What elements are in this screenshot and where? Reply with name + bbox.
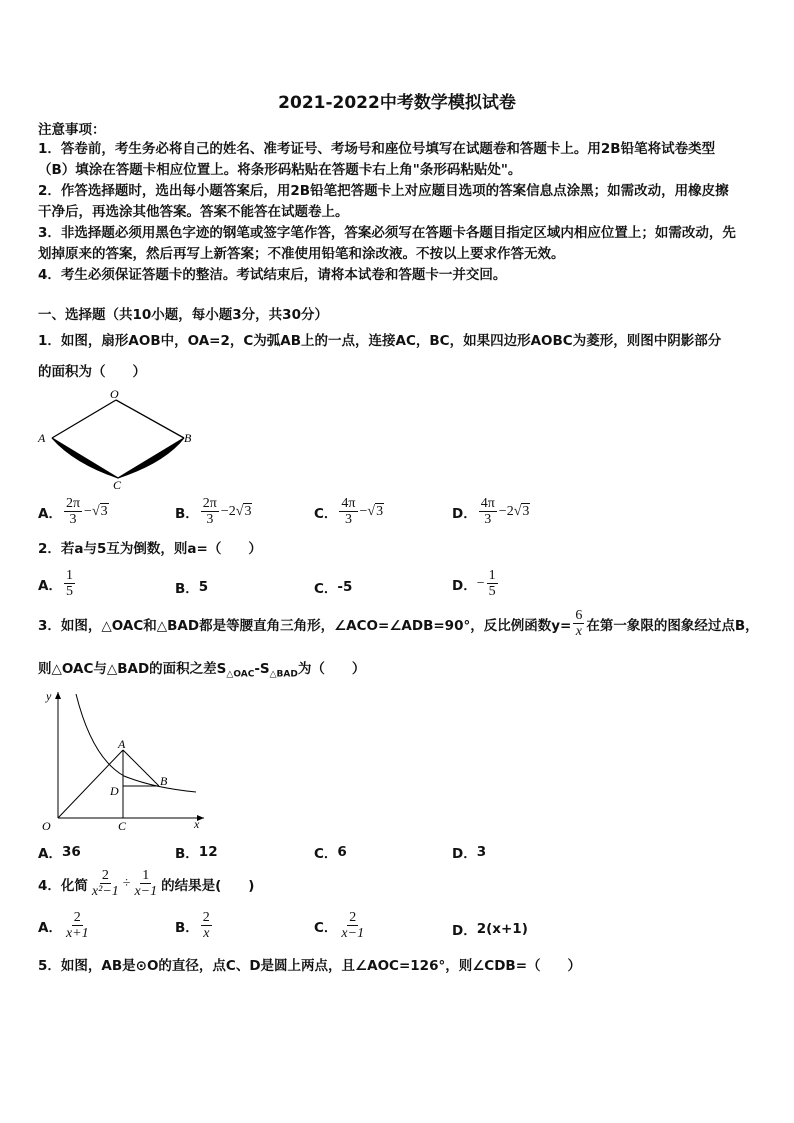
question-2-text: 2．若a与5互为倒数，则a=（ ） [38,541,262,557]
notice-line: 1．答卷前，考生务必将自己的姓名、准考证号、考场号和座位号填写在试题卷和答题卡上。用2B铅笔将试卷类型 [38,141,716,157]
notice-line: 3．非选择题必须用黑色字迹的钢笔或签字笔作答，答案必须写在答题卡各题目指定区域内相应位置上；如需改动，先 [38,225,736,241]
notice-line: 4．考生必须保证答题卡的整洁。考试结束后，请将本试卷和答题卡一并交回。 [38,267,507,283]
q1-option-a[interactable]: A． $\frac{2\pi}{3}$ − √ 3 [38,496,108,527]
q4-option-d[interactable]: D． 2(x+1) [452,921,528,939]
q4-option-c[interactable]: C． $\frac{2}{x-1}$ [314,910,365,941]
q1-option-d[interactable]: D． $\frac{4\pi}{3}$ −2 √ 3 [452,496,530,527]
page-title: 2021-2022中考数学模拟试卷 [278,93,516,113]
question-3-figure [34,688,210,834]
q4-option-b[interactable]: B． $\frac{2}{x}$ [175,910,210,941]
q2-option-b[interactable]: B． 5 [175,579,209,597]
label-y: y [46,689,52,703]
q3-option-b[interactable]: B． 12 [175,844,218,862]
q2-option-a[interactable]: A． $\frac{1}{5}$ [38,568,73,599]
label-A: A [118,737,126,751]
q3-option-c[interactable]: C． 6 [314,844,347,862]
notice-line: 2．作答选择题时，选出每小题答案后，用2B铅笔把答题卡上对应题目选项的答案信息点涂黑；如需改动，用橡皮擦 [38,183,729,199]
label-C: C [118,819,127,833]
label-B: B [160,774,168,788]
label-B: B [184,431,192,445]
notice-line: 划掉原来的答案，然后再写上新答案；不准使用铅笔和涂改液。不按以上要求作答无效。 [38,246,565,262]
label-C: C [113,478,122,490]
label-O: O [42,819,51,833]
question-1-text: 的面积为（ ） [38,364,146,380]
q4-option-a[interactable]: A． $\frac{2}{x+1}$ [38,910,89,941]
question-4-text: 4．化简 $\frac{2}{\text{x²−1}}$ ÷ $\frac{1}{x-1}$ 的结果是( ) [38,868,255,899]
q1-option-b[interactable]: B． $\frac{2\pi}{3}$ −2 √ 3 [175,496,252,527]
q1-option-c[interactable]: C． $\frac{4\pi}{3}$ − √ 3 [314,496,384,527]
label-O: O [110,388,119,401]
hyperbola-curve [76,694,196,792]
question-5-text: 5．如图，AB是⊙O的直径，点C、D是圆上两点，且∠AOC=126°，则∠CDB=（ ） [38,958,582,974]
question-3-text: 则△OAC与△BAD的面积之差$S_{\triangle OAC}-S_{\triangle BAD}$为（ ） [38,661,366,680]
question-1-figure [34,388,194,490]
q3-option-d[interactable]: D． 3 [452,844,487,862]
section-heading: 一、选择题（共10小题，每小题3分，共30分） [38,307,328,323]
notice-line: （B）填涂在答题卡相应位置上。将条形码粘贴在答题卡右上角"条形码粘贴处"。 [38,162,522,178]
label-D: D [110,784,119,798]
notice-line: 干净后，再选涂其他答案。答案不能答在试题卷上。 [38,204,349,220]
question-1-text: 1．如图，扇形AOB中，OA=2，C为弧AB上的一点，连接AC，BC，如果四边形AOBC为菱形，则图中阴影部分 [38,333,722,349]
q2-option-d[interactable]: D． − $\frac{1}{5}$ [452,568,496,599]
q3-option-a[interactable]: A． 36 [38,844,81,862]
label-A: A [38,431,46,445]
q2-option-c[interactable]: C． -5 [314,579,353,597]
notice-heading: 注意事项： [38,122,106,138]
label-x: x [194,817,200,831]
question-3-text: 3．如图，△OAC和△BAD都是等腰直角三角形，∠ACO=∠ADB=90°，反比例函数y= $\frac{6}{x}$ 在第一象限的图象经过点B， [38,608,759,639]
